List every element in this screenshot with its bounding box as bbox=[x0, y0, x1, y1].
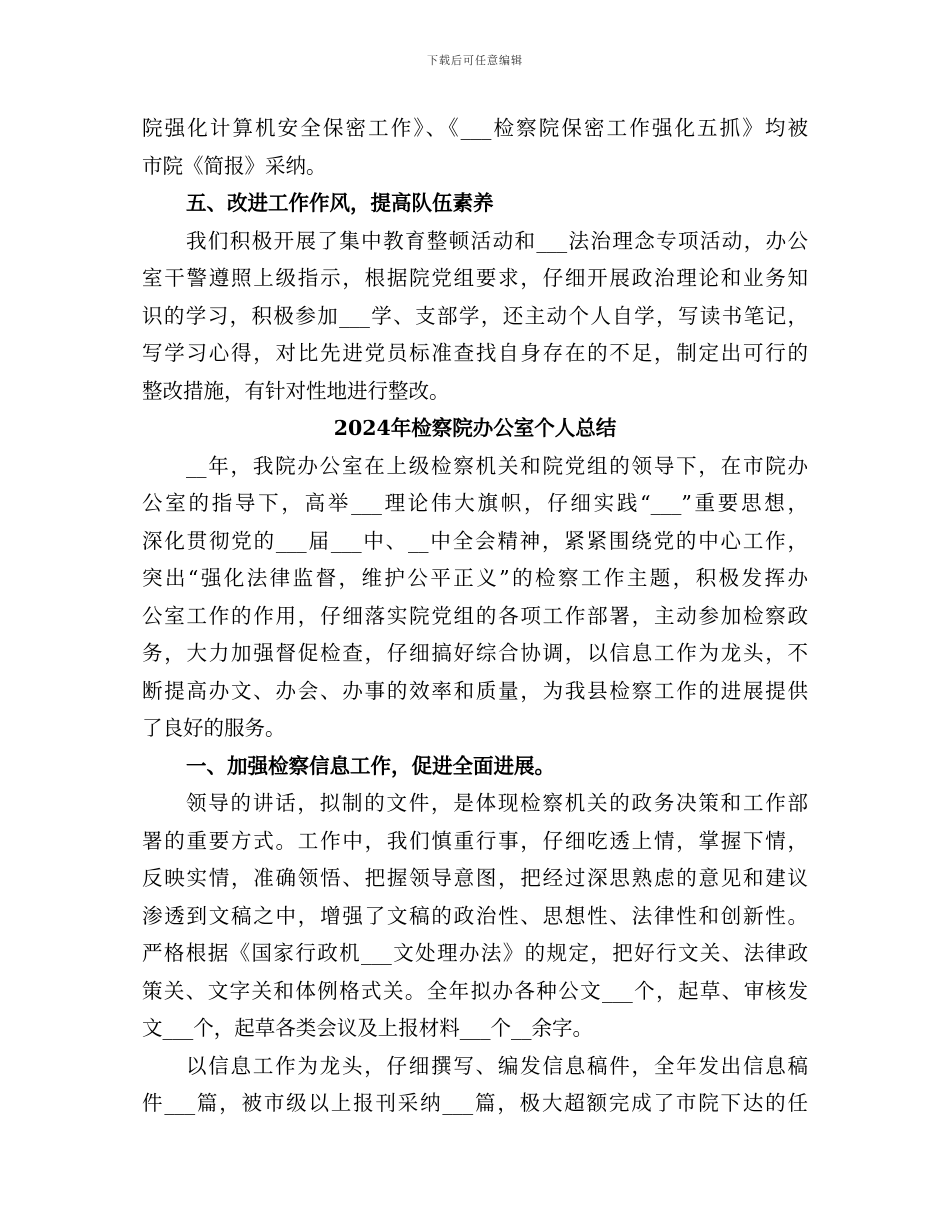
text-line: 严格根据《国家行政机___文处理办法》的规定，把好行文关、法律政 bbox=[142, 941, 808, 965]
paragraph-first-line: 我们积极开展了集中教育整顿活动和___法治理念专项活动，办公 bbox=[186, 228, 808, 253]
text-line: 件___篇，被市级以上报刊采纳___篇，极大超额完成了市院下达的任 bbox=[142, 1091, 808, 1115]
paragraph-first-line: 以信息工作为龙头，仔细撰写、编发信息稿件，全年发出信息稿 bbox=[186, 1053, 808, 1078]
text-line: 文___个，起草各类会议及上报材料___个__余字。 bbox=[142, 1016, 593, 1040]
document-title: 2024年检察院办公室个人总结 bbox=[333, 416, 617, 440]
text-line: 市院《简报》采纳。 bbox=[142, 153, 327, 178]
text-line: 反映实情，准确领悟、把握领导意图，把经过深思熟虑的意见和建议 bbox=[142, 866, 808, 890]
text-line: 了良好的服务。 bbox=[142, 716, 286, 740]
text-line: 公室工作的作用，仔细落实院党组的各项工作部署，主动参加检察政 bbox=[142, 603, 808, 628]
text-line: 署的重要方式。工作中，我们慎重行事，仔细吃透上情，掌握下情， bbox=[142, 828, 808, 853]
text-line: 突出“强化法律监督，维护公平正义”的检察工作主题，积极发挥办 bbox=[142, 566, 808, 590]
text-line: 断提高办文、办会、办事的效率和质量，为我县检察工作的进展提供 bbox=[142, 678, 808, 703]
document-body bbox=[142, 110, 808, 1123]
section-heading: 一、加强检察信息工作，促进全面进展。 bbox=[186, 753, 555, 778]
text-line: 策关、文字关和体例格式关。全年拟办各种公文___个，起草、审核发 bbox=[142, 978, 808, 1003]
section-heading: 五、改进工作作风，提高队伍素养 bbox=[186, 191, 494, 215]
text-line: 公室的指导下，高举___理论伟大旗帜，仔细实践“___”重要思想， bbox=[142, 491, 808, 515]
paragraph-first-line: 领导的讲话，拟制的文件，是体现检察机关的政务决策和工作部 bbox=[186, 791, 808, 815]
text-line: 室干警遵照上级指示，根据院党组要求，仔细开展政治理论和业务知 bbox=[142, 266, 808, 290]
text-line: 渗透到文稿之中，增强了文稿的政治性、思想性、法律性和创新性。 bbox=[142, 903, 808, 928]
header-note: 下载后可任意编辑 bbox=[427, 54, 523, 67]
text-line: 写学习心得，对比先进党员标准查找自身存在的不足，制定出可行的 bbox=[142, 341, 808, 365]
text-line: 识的学习，积极参加___学、支部学，还主动个人自学，写读书笔记， bbox=[142, 303, 808, 328]
text-line: 务，大力加强督促检查，仔细搞好综合协调，以信息工作为龙头，不 bbox=[142, 641, 808, 665]
text-line: 整改措施，有针对性地进行整改。 bbox=[142, 378, 450, 403]
text-line: 深化贯彻党的___届___中、__中全会精神，紧紧围绕党的中心工作， bbox=[142, 528, 808, 553]
paragraph-first-line: __年，我院办公室在上级检察机关和院党组的领导下，在市院办 bbox=[186, 453, 808, 478]
text-line: 院强化计算机安全保密工作》、《___检察院保密工作强化五抓》均被 bbox=[142, 116, 808, 140]
